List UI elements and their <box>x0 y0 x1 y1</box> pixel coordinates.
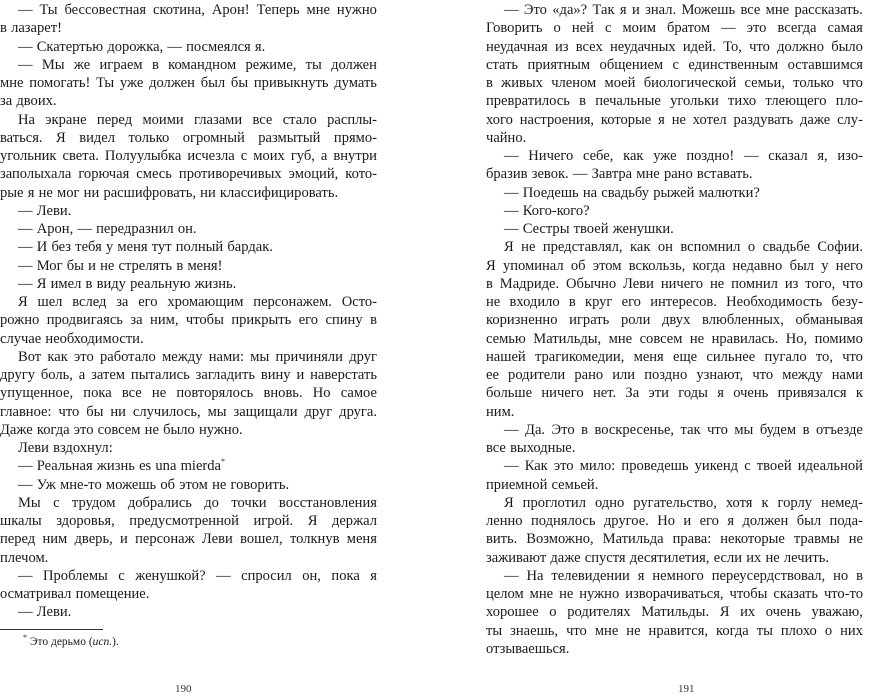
text-line: нашей трагикомедии, меня еще сильнее пугало то, что <box>486 348 863 365</box>
text-line: — Сестры твоей женушки. <box>504 221 674 237</box>
text-line: больше ничего нет. За эти годы я очень привязался к <box>486 385 863 402</box>
text-line: приемной семьей. <box>486 476 599 493</box>
text-line: ним. <box>486 403 515 420</box>
right-page <box>437 0 873 698</box>
text-line: — Арон, — передразнил он. <box>18 221 197 237</box>
text-line: ленно поднялось другое. Но и его я должен был пода- <box>486 513 863 529</box>
text-line: Я проглотил одно ругательство, хотя к горлу немед- <box>504 494 863 511</box>
text-line: случае необходимости. <box>0 330 144 347</box>
text-line: целом мне не нужно изворачиваться, чтобы сказать что-то <box>486 586 863 602</box>
text-line: — Ничего себе, как уже поздно! — сказал я, изо- <box>504 148 863 164</box>
text-line: — Поедешь на свадьбу рыжей малютки? <box>504 184 760 201</box>
text-line: заживают даже спустя десятилетия, если их не лечить. <box>486 549 829 566</box>
text-line: — На телевидении я немного переусердствовал, но в <box>504 567 863 584</box>
text-line: ваться. Я видел только огромный размытый прямо- <box>0 129 377 146</box>
text-line: перед ним дверь, и персонаж Леви вошел, толкнув меня <box>0 531 377 548</box>
text-line: семью Матильды, мне совсем не нравилась. Но, помимо <box>486 330 863 347</box>
text-line: рожно продвигаясь за ним, чтобы прикрыть его спину в <box>0 312 377 329</box>
text-line: На экране перед моими глазами все стало расплы- <box>18 111 377 128</box>
text-line: Я шел вслед за его хромающим персонажем. Осто- <box>18 294 377 310</box>
text-line: — Леви. <box>18 202 72 219</box>
text-line: — Леви. <box>18 604 72 621</box>
text-line: Я упоминал об этом вскользь, когда недавно был у него <box>486 257 863 274</box>
text-line: Леви вздохнул: <box>18 440 113 456</box>
text-line: другу боль, а затем пытались загладить вину и наверстать <box>0 367 377 383</box>
left-page-text <box>0 1 377 622</box>
text-line: Вот как это работало между нами: мы причиняли друг <box>18 348 377 365</box>
right-page-text <box>486 1 863 658</box>
text-line: заполыхала горючая смесь противоречивых эмоций, кото- <box>0 166 377 183</box>
text-line: — Мог бы и не стрелять в меня! <box>18 257 223 274</box>
text-line: угольник света. Полуулыбка исчезла с моих губ, а внутри <box>0 148 377 164</box>
text-line: ее родители рано или поздно узнают, что между нами <box>486 367 863 383</box>
text-line: — Ты бессовестная скотина, Арон! Теперь мне нужно <box>18 2 377 18</box>
text-line: стать приятным общением с единственным оставшимся <box>486 56 863 73</box>
text-line: — Я имел в виду реальную жизнь. <box>18 275 237 292</box>
text-line: — Проблемы с женушкой? — спросил он, пока я <box>18 567 377 584</box>
footnote-mark: * <box>23 633 27 643</box>
text-line: Мы с трудом добрались до точки восстановления <box>18 494 377 511</box>
text-line: шкалы здоровья, предусмотренной игрой. Я держал <box>0 513 377 529</box>
text-line: плечом. <box>0 549 49 566</box>
text-line: не входило в круг его интересов. Необходимость безу- <box>486 294 863 310</box>
page-number-right: 191 <box>678 683 695 695</box>
text-line: мне помогать! Ты уже должен был бы привыкнуть думать <box>0 75 377 91</box>
text-line: — Как это мило: проведешь уикенд с твоей идеальной <box>504 458 863 475</box>
footnote-rule <box>0 629 103 630</box>
text-line: Говорить о ней с моим братом — это всегда самая <box>486 20 863 37</box>
text-line: — Кого-кого? <box>504 202 590 219</box>
text-line: бразив зевок. — Завтра мне рано вставать. <box>486 166 753 183</box>
text-line: осматривал помещение. <box>0 586 150 602</box>
text-line: в живых членом моей биологической семьи, только что <box>486 75 863 91</box>
footnote-reference: * <box>220 457 225 467</box>
text-line: Даже когда это совсем не было нужно. <box>0 421 243 438</box>
text-line: рые я не мог ни расшифровать, ни классифицировать. <box>0 184 339 201</box>
text-line: Я не представлял, как он вспомнил о свадьбе Софии. <box>504 239 863 256</box>
text-line: отзываешься. <box>486 640 570 657</box>
left-page <box>0 0 436 698</box>
footnote-tail: . <box>116 636 119 648</box>
text-line: превратилось в печальные угольки тихо тлеющего пло- <box>486 93 863 110</box>
footnote: * Это дерьмо (исп.). <box>23 633 119 648</box>
text-line: — Да. Это в воскресенье, так что мы будем в отъезде <box>504 421 863 438</box>
text-line: — Мы же играем в командном режиме, ты должен <box>18 56 377 73</box>
text-line: чайно. <box>486 129 527 146</box>
text-line: ты знаешь, что мне не нравится, когда ты плохо о них <box>486 622 863 639</box>
text-line: хого настроения, которые я не хотел раздувать даже слу- <box>486 111 863 128</box>
text-line: в Мадриде. Обычно Леви ничего не помнил из того, что <box>486 275 863 292</box>
text-line: — Уж мне-то можешь об этом не говорить. <box>18 476 290 493</box>
footnote-note: исп. <box>92 636 113 648</box>
text-line: — Скатертью дорожка, — посмеялся я. <box>18 38 266 55</box>
text-line: — И без тебя у меня тут полный бардак. <box>18 239 273 256</box>
text-line: в лазарет! <box>0 20 62 37</box>
text-line: вить. Возможно, Матильда права: некоторые травмы не <box>486 531 863 548</box>
text-line: упущенное, пока все не повторялось вновь. Но самое <box>0 385 377 402</box>
page-number-left: 190 <box>175 683 192 695</box>
text-line: главное: что бы ни случилось, мы защищали друг друга. <box>0 403 377 420</box>
text-line: — Реальная жизнь es una mierda* <box>18 457 225 475</box>
footnote-text: Это дерьмо <box>29 636 86 648</box>
text-line: за двоих. <box>0 93 57 110</box>
text-line: хорошее о родителях Матильды. Я их очень уважаю, <box>486 604 863 621</box>
text-line: коризненно играть роли двух влюбленных, обманывая <box>486 312 863 329</box>
text-line: неудачная из всех неудачных идей. То, что должно было <box>486 38 863 55</box>
text-line: — Это «да»? Так я и знал. Можешь все мне рассказать. <box>504 2 863 18</box>
text-line: все выходные. <box>486 440 576 456</box>
